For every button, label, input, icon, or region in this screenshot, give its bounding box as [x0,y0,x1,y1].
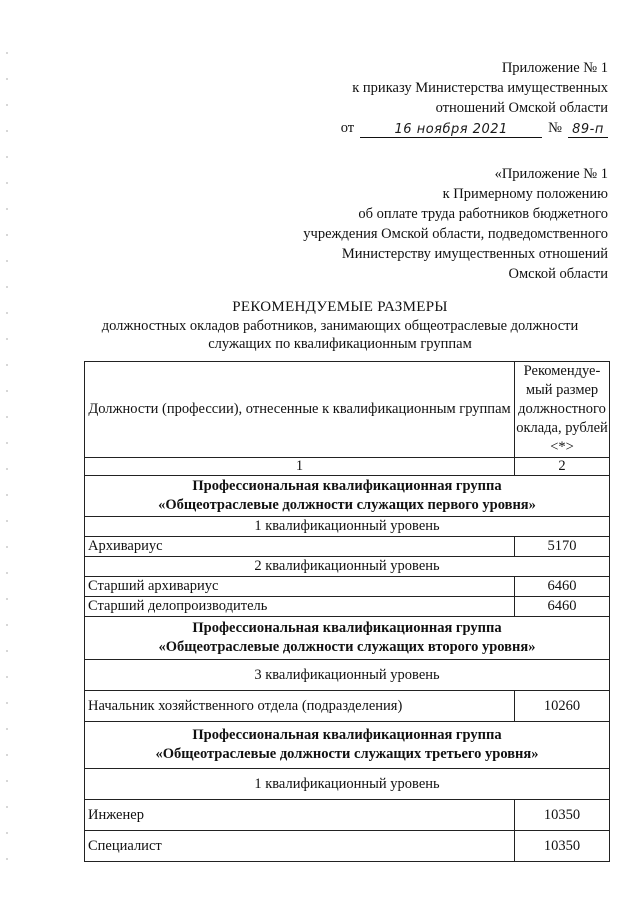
position-name: Инженер [85,800,515,831]
salary-table [84,361,610,862]
title-heading: РЕКОМЕНДУЕМЫЕ РАЗМЕРЫ [232,299,448,315]
order-number-field [568,119,608,138]
order-date-handwritten: 16 ноября 2021 [394,122,508,137]
regulation-appendix-number: «Приложение № 1 [494,166,608,182]
group-heading-row [85,617,610,660]
table-row [85,597,610,617]
level-row [85,517,610,537]
position-salary: 10260 [515,691,610,722]
level-label: 2 квалификационный уровень [85,557,610,577]
group-heading-row [85,722,610,769]
group-heading-line2: «Общеотраслевые должности служащих первого уровня» [158,497,536,513]
group-heading [85,617,610,660]
appendix-order-ref: к приказу Министерства имущественных [352,80,608,96]
scan-edge-dots [6,40,8,880]
col-number-1: 1 [85,458,515,476]
table-header-row [85,362,610,458]
group-heading-line1: Профессиональная квалификационная группа [192,727,502,743]
level-row [85,557,610,577]
appendix-regulation-block [303,164,608,284]
table-row [85,800,610,831]
title-line2: должностных окладов работников, занимающих общеотраслевые должности [101,318,579,334]
position-name: Старший архивариус [85,577,515,597]
position-salary: 5170 [515,537,610,557]
level-row [85,769,610,800]
appendix-number: Приложение № 1 [501,60,608,76]
regulation-line6: Омской области [508,266,608,282]
level-label: 3 квалификационный уровень [85,660,610,691]
from-label: от [340,120,355,136]
position-name: Старший делопроизводитель [85,597,515,617]
appendix-order-block [341,58,608,138]
position-salary: 6460 [515,597,610,617]
group-heading-line1: Профессиональная квалификационная группа [192,620,502,636]
level-label: 1 квалификационный уровень [85,769,610,800]
position-salary: 10350 [515,831,610,862]
appendix-order-ministry: отношений Омской области [435,100,608,116]
table-row [85,691,610,722]
position-name: Специалист [85,831,515,862]
position-name: Архивариус [85,537,515,557]
order-number-handwritten: 89-п [572,122,604,137]
table-row [85,577,610,597]
regulation-line4: учреждения Омской области, подведомственного [303,226,608,242]
title-line3: служащих по квалификационным группам [208,336,472,352]
level-row [85,660,610,691]
position-salary: 6460 [515,577,610,597]
position-name: Начальник хозяйственного отдела (подразделения) [85,691,515,722]
col-number-2: 2 [515,458,610,476]
regulation-ref: к Примерному положению [442,186,608,202]
header-positions: Должности (профессии), отнесенные к квалификационным группам [85,362,515,458]
group-heading-line1: Профессиональная квалификационная группа [192,478,502,494]
table-row [85,831,610,862]
header-salary: Рекомендуе-мый размер должностного оклада, рублей <*> [515,362,610,458]
column-number-row [85,458,610,476]
position-salary: 10350 [515,800,610,831]
regulation-line5: Министерству имущественных отношений [341,246,608,262]
order-date-number-line [341,118,608,138]
level-label: 1 квалификационный уровень [85,517,610,537]
group-heading-line2: «Общеотраслевые должности служащих третьего уровня» [155,746,539,762]
group-heading [85,722,610,769]
group-heading-row [85,476,610,517]
group-heading [85,476,610,517]
regulation-line3: об оплате труда работников бюджетного [358,206,608,222]
order-date-field [360,119,542,138]
number-label: № [548,120,562,136]
group-heading-line2: «Общеотраслевые должности служащих второго уровня» [158,639,536,655]
document-title [60,298,620,353]
table-row [85,537,610,557]
